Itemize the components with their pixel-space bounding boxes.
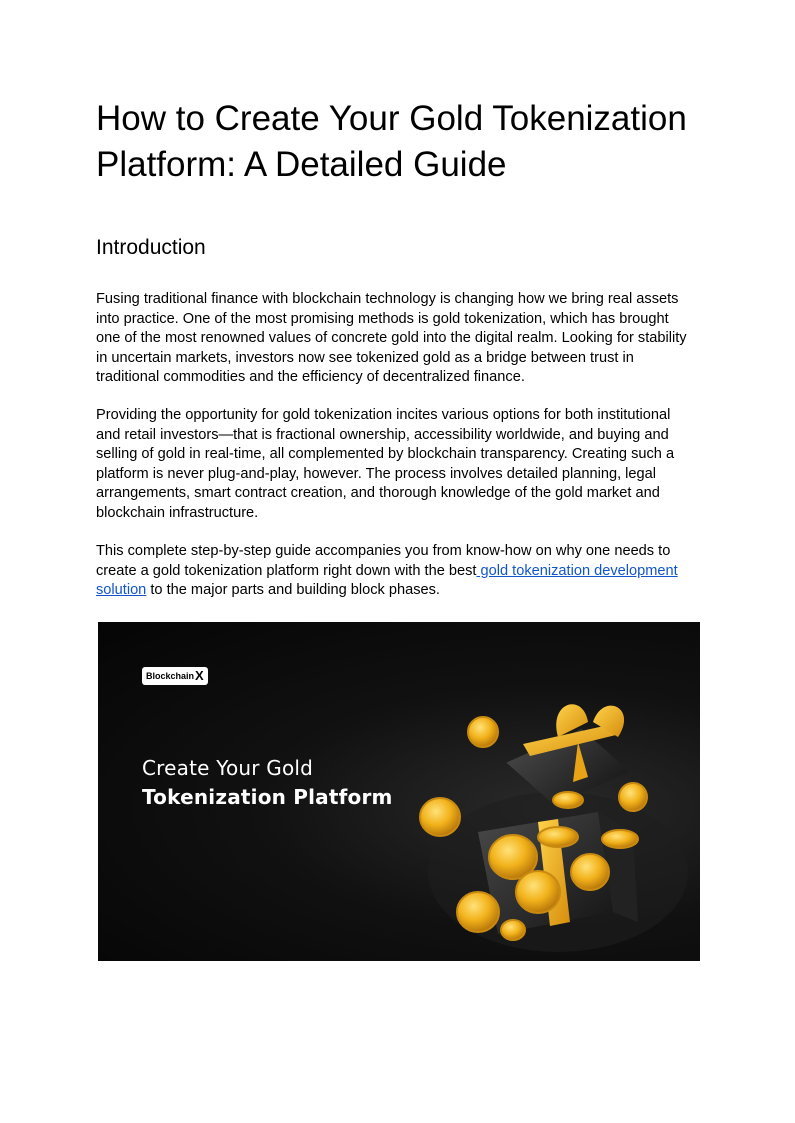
gold-gift-box-coins-illustration [398, 672, 700, 961]
paragraph-3-text-before: This complete step-by-step guide accompanies you from know-how on why one needs to create a gold tokenization platform right down with the best [96, 543, 671, 579]
paragraph-1: Fusing traditional finance with blockchain technology is changing how we bring real assets into practice. One of the most promising methods is gold tokenization, which has brought one of the most renowned values of concrete gold into the digital realm. Looking for stability in uncertain markets, investors now see tokenized gold as a bridge between trust in traditional commodities and the efficiency of decentralized finance. [96, 291, 687, 385]
gold-tokenization-solution-link[interactable]: gold tokenization development solution [96, 562, 678, 598]
banner-heading-line-1: Create Your Gold [142, 756, 314, 780]
section-heading-introduction: Introduction [96, 236, 206, 259]
logo-text: Blockchain [146, 671, 195, 681]
paragraph-3-text-after: to the major parts and building block phases. [146, 582, 440, 598]
blockchainx-logo [142, 667, 208, 685]
promo-banner-image [98, 622, 700, 961]
paragraph-2: Providing the opportunity for gold tokenization incites various options for both institutional and retail investors—that is fractional ownership, accessibility worldwide, and buying and selling of gold in real-time, all complemented by blockchain transparency. Creating such a platform is never plug-and-play, however. The process involves detailed planning, legal arrangements, smart contract creation, and thorough knowledge of the gold market and blockchain infrastructure. [96, 407, 675, 521]
paragraph-3 [96, 542, 696, 601]
banner-heading-line-2: Tokenization Platform [142, 785, 393, 809]
logo-mark: X [195, 668, 204, 683]
document-title: How to Create Your Gold Tokenization Platform: A Detailed Guide [96, 99, 687, 184]
